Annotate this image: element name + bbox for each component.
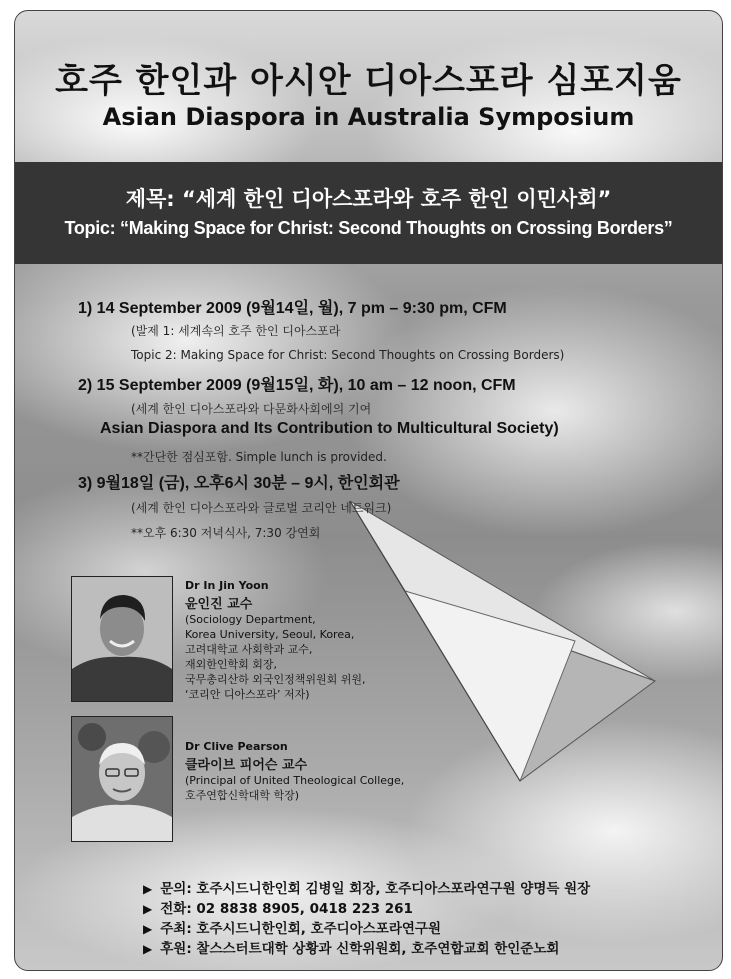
speaker-1-bio-line: ‘코리안 디아스포라’ 저자): [185, 688, 310, 701]
contact-sponsor-text: 후원: 찰스스터트대학 상황과 신학위원회, 호주연합교회 한인준노회: [160, 941, 560, 957]
schedule-3-line-1: (세계 한인 디아스포라와 글로벌 코리안 네트워크): [131, 501, 392, 515]
contact-inquiry-text: 문의: 호주시드니한인회 김병일 회장, 호주디아스포라연구원 양명득 원장: [160, 881, 591, 897]
speaker-1-bio-line: (Sociology Department,: [185, 613, 316, 626]
contact-host-text: 주최: 호주시드니한인회, 호주디아스포라연구원: [160, 921, 441, 937]
schedule-2-note: **간단한 점심포함. Simple lunch is provided.: [131, 450, 387, 464]
speaker-1-bio-line: 국무총리산하 외국인정책위원회 위원,: [185, 673, 366, 686]
speaker-1-photo: [71, 576, 173, 702]
topic-korean: 제목: “세계 한인 디아스포라와 호주 한인 이민사회”: [125, 187, 612, 211]
schedule-1-heading: 1) 14 September 2009 (9월14일, 월), 7 pm – 9:30 pm, CFM: [78, 300, 507, 317]
right-triangle-icon: ▶: [143, 942, 153, 956]
schedule-1-line-1: (발제 1: 세계속의 호주 한인 디아스포라: [131, 324, 341, 338]
topic-band: [15, 162, 722, 264]
speaker-1-bio-line: 재외한인학회 회장,: [185, 658, 278, 671]
title-korean: 호주 한인과 아시안 디아스포라 심포지움: [55, 61, 682, 101]
contact-inquiry: [143, 877, 590, 897]
portrait-icon: [72, 577, 172, 701]
speaker-1-name-en: Dr In Jin Yoon: [185, 579, 269, 592]
schedule-2-line-1: (세계 한인 디아스포라와 다문화사회에의 기여: [131, 402, 372, 416]
speaker-1-name-ko: 윤인진 교수: [185, 597, 253, 612]
contact-phone-text: 전화: 02 8838 8905, 0418 223 261: [160, 901, 413, 917]
speaker-2-bio-line: (Principal of United Theological College,: [185, 774, 405, 787]
speaker-2-bio-line: 호주연합신학대학 학장): [185, 789, 300, 802]
right-triangle-icon: ▶: [143, 922, 153, 936]
schedule-3-note: **오후 6:30 저녁식사, 7:30 강연회: [131, 526, 321, 540]
contact-sponsor: [143, 937, 559, 957]
schedule-1-line-2: Topic 2: Making Space for Christ: Second Thoughts on Crossing Borders): [131, 348, 565, 362]
poster: [14, 10, 723, 971]
title-english: Asian Diaspora in Australia Symposium: [102, 103, 635, 131]
schedule-2-bold-line: Asian Diaspora and Its Contribution to Multicultural Society): [100, 420, 559, 437]
right-triangle-icon: ▶: [143, 882, 153, 896]
speaker-1-bio-line: Korea University, Seoul, Korea,: [185, 628, 355, 641]
speaker-2-name-en: Dr Clive Pearson: [185, 740, 288, 753]
speaker-2-bio: [185, 740, 404, 803]
contact-phone: [143, 897, 413, 917]
speaker-1-bio-line: 고려대학교 사회학과 교수,: [185, 643, 313, 656]
schedule-3-heading: 3) 9월18일 (금), 오후6시 30분 – 9시, 한인회관: [78, 475, 400, 492]
topic-english: Topic: “Making Space for Christ: Second Thoughts on Crossing Borders”: [64, 218, 673, 238]
contact-host: [143, 917, 441, 937]
speaker-2-name-ko: 클라이브 피어슨 교수: [185, 758, 308, 773]
right-triangle-icon: ▶: [143, 902, 153, 916]
portrait-icon: [72, 717, 172, 841]
schedule-2-heading: 2) 15 September 2009 (9월15일, 화), 10 am – 12 noon, CFM: [78, 377, 516, 394]
speaker-1-bio: [185, 579, 366, 702]
speaker-2-photo: [71, 716, 173, 842]
